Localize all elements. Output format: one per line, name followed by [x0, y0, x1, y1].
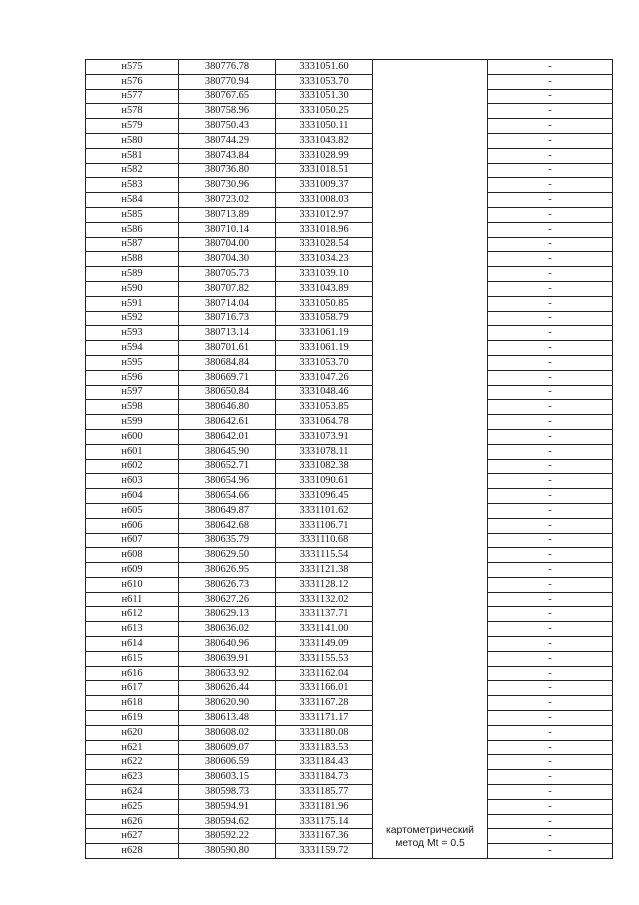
note-cell: -: [488, 503, 613, 518]
note-cell: -: [488, 104, 613, 119]
table-row: [86, 651, 613, 666]
note-cell: -: [488, 755, 613, 770]
x-coordinate-cell: 380776.78: [179, 60, 276, 75]
note-cell: -: [488, 133, 613, 148]
table-row: [86, 429, 613, 444]
x-coordinate-cell: 380704.30: [179, 252, 276, 267]
point-id-cell: н628: [86, 844, 179, 859]
point-id-cell: н605: [86, 503, 179, 518]
table-row: [86, 592, 613, 607]
y-coordinate-cell: 3331053.70: [276, 74, 373, 89]
point-id-cell: н594: [86, 341, 179, 356]
note-cell: -: [488, 60, 613, 75]
table-row: [86, 400, 613, 415]
x-coordinate-cell: 380730.96: [179, 178, 276, 193]
y-coordinate-cell: 3331028.99: [276, 148, 373, 163]
y-coordinate-cell: 3331018.96: [276, 222, 373, 237]
point-id-cell: н597: [86, 385, 179, 400]
y-coordinate-cell: 3331101.62: [276, 503, 373, 518]
x-coordinate-cell: 380710.14: [179, 222, 276, 237]
point-id-cell: н577: [86, 89, 179, 104]
point-id-cell: н618: [86, 696, 179, 711]
table-row: [86, 503, 613, 518]
table-row: [86, 577, 613, 592]
note-cell: -: [488, 370, 613, 385]
x-coordinate-cell: 380645.90: [179, 444, 276, 459]
x-coordinate-cell: 380684.84: [179, 355, 276, 370]
point-id-cell: н595: [86, 355, 179, 370]
y-coordinate-cell: 3331050.85: [276, 296, 373, 311]
y-coordinate-cell: 3331155.53: [276, 651, 373, 666]
table-row: [86, 133, 613, 148]
note-cell: -: [488, 814, 613, 829]
y-coordinate-cell: 3331166.01: [276, 681, 373, 696]
x-coordinate-cell: 380713.14: [179, 326, 276, 341]
y-coordinate-cell: 3331061.19: [276, 341, 373, 356]
table-row: [86, 548, 613, 563]
point-id-cell: н619: [86, 711, 179, 726]
table-row: [86, 829, 613, 844]
note-cell: -: [488, 459, 613, 474]
note-cell: -: [488, 799, 613, 814]
table-row: [86, 696, 613, 711]
x-coordinate-cell: 380642.61: [179, 415, 276, 430]
point-id-cell: н591: [86, 296, 179, 311]
note-cell: -: [488, 415, 613, 430]
table-row: [86, 326, 613, 341]
x-coordinate-cell: 380716.73: [179, 311, 276, 326]
x-coordinate-cell: 380594.62: [179, 814, 276, 829]
note-cell: -: [488, 148, 613, 163]
x-coordinate-cell: 380620.90: [179, 696, 276, 711]
note-cell: -: [488, 563, 613, 578]
note-cell: -: [488, 237, 613, 252]
y-coordinate-cell: 3331181.96: [276, 799, 373, 814]
table-row: [86, 252, 613, 267]
note-cell: -: [488, 267, 613, 282]
note-cell: -: [488, 666, 613, 681]
table-row: [86, 341, 613, 356]
y-coordinate-cell: 3331167.36: [276, 829, 373, 844]
y-coordinate-cell: 3331050.11: [276, 119, 373, 134]
x-coordinate-cell: 380767.65: [179, 89, 276, 104]
table-row: [86, 60, 613, 75]
y-coordinate-cell: 3331175.14: [276, 814, 373, 829]
table-row: [86, 622, 613, 637]
note-cell: -: [488, 385, 613, 400]
point-id-cell: н600: [86, 429, 179, 444]
point-id-cell: н614: [86, 637, 179, 652]
x-coordinate-cell: 380736.80: [179, 163, 276, 178]
x-coordinate-cell: 380758.96: [179, 104, 276, 119]
note-cell: -: [488, 296, 613, 311]
point-id-cell: н617: [86, 681, 179, 696]
point-id-cell: н602: [86, 459, 179, 474]
table-row: [86, 785, 613, 800]
note-cell: -: [488, 341, 613, 356]
y-coordinate-cell: 3331184.73: [276, 770, 373, 785]
note-cell: -: [488, 577, 613, 592]
note-cell: -: [488, 444, 613, 459]
y-coordinate-cell: 3331121.38: [276, 563, 373, 578]
method-label: картометрический: [386, 825, 474, 837]
y-coordinate-cell: 3331061.19: [276, 326, 373, 341]
x-coordinate-cell: 380603.15: [179, 770, 276, 785]
note-cell: -: [488, 311, 613, 326]
note-cell: -: [488, 429, 613, 444]
x-coordinate-cell: 380633.92: [179, 666, 276, 681]
x-coordinate-cell: 380635.79: [179, 533, 276, 548]
x-coordinate-cell: 380608.02: [179, 725, 276, 740]
point-id-cell: н575: [86, 60, 179, 75]
table-row: [86, 770, 613, 785]
y-coordinate-cell: 3331034.23: [276, 252, 373, 267]
point-id-cell: н590: [86, 281, 179, 296]
note-cell: -: [488, 89, 613, 104]
table-row: [86, 237, 613, 252]
x-coordinate-cell: 380723.02: [179, 193, 276, 208]
y-coordinate-cell: 3331110.68: [276, 533, 373, 548]
note-cell: -: [488, 785, 613, 800]
note-cell: -: [488, 829, 613, 844]
note-cell: -: [488, 489, 613, 504]
table-row: [86, 444, 613, 459]
table-row: [86, 607, 613, 622]
x-coordinate-cell: 380750.43: [179, 119, 276, 134]
point-id-cell: н596: [86, 370, 179, 385]
y-coordinate-cell: 3331039.10: [276, 267, 373, 282]
y-coordinate-cell: 3331185.77: [276, 785, 373, 800]
point-id-cell: н589: [86, 267, 179, 282]
point-id-cell: н583: [86, 178, 179, 193]
y-coordinate-cell: 3331128.12: [276, 577, 373, 592]
point-id-cell: н578: [86, 104, 179, 119]
point-id-cell: н586: [86, 222, 179, 237]
table-row: [86, 814, 613, 829]
note-cell: -: [488, 74, 613, 89]
y-coordinate-cell: 3331149.09: [276, 637, 373, 652]
x-coordinate-cell: 380652.71: [179, 459, 276, 474]
note-cell: -: [488, 163, 613, 178]
x-coordinate-cell: 380707.82: [179, 281, 276, 296]
point-id-cell: н613: [86, 622, 179, 637]
point-id-cell: н624: [86, 785, 179, 800]
y-coordinate-cell: 3331053.70: [276, 355, 373, 370]
point-id-cell: н627: [86, 829, 179, 844]
table-row: [86, 637, 613, 652]
point-id-cell: н601: [86, 444, 179, 459]
coordinates-table: [85, 59, 613, 859]
y-coordinate-cell: 3331043.89: [276, 281, 373, 296]
y-coordinate-cell: 3331159.72: [276, 844, 373, 859]
note-cell: -: [488, 326, 613, 341]
point-id-cell: н580: [86, 133, 179, 148]
x-coordinate-cell: 380714.04: [179, 296, 276, 311]
table-row: [86, 459, 613, 474]
table-row: [86, 681, 613, 696]
table-row: [86, 281, 613, 296]
y-coordinate-cell: 3331106.71: [276, 518, 373, 533]
note-cell: -: [488, 222, 613, 237]
point-id-cell: н616: [86, 666, 179, 681]
note-cell: -: [488, 355, 613, 370]
table-row: [86, 740, 613, 755]
y-coordinate-cell: 3331137.71: [276, 607, 373, 622]
x-coordinate-cell: 380713.89: [179, 207, 276, 222]
note-cell: -: [488, 770, 613, 785]
note-cell: -: [488, 592, 613, 607]
table-row: [86, 533, 613, 548]
x-coordinate-cell: 380743.84: [179, 148, 276, 163]
point-id-cell: н622: [86, 755, 179, 770]
note-cell: -: [488, 622, 613, 637]
y-coordinate-cell: 3331183.53: [276, 740, 373, 755]
point-id-cell: н608: [86, 548, 179, 563]
note-cell: -: [488, 696, 613, 711]
note-cell: -: [488, 518, 613, 533]
y-coordinate-cell: 3331053.85: [276, 400, 373, 415]
table-row: [86, 74, 613, 89]
x-coordinate-cell: 380770.94: [179, 74, 276, 89]
note-cell: -: [488, 844, 613, 859]
y-coordinate-cell: 3331082.38: [276, 459, 373, 474]
table-row: [86, 415, 613, 430]
table-row: [86, 178, 613, 193]
table-row: [86, 104, 613, 119]
note-cell: -: [488, 740, 613, 755]
x-coordinate-cell: 380629.13: [179, 607, 276, 622]
point-id-cell: н607: [86, 533, 179, 548]
x-coordinate-cell: 380639.91: [179, 651, 276, 666]
table-row: [86, 711, 613, 726]
table-row: [86, 222, 613, 237]
point-id-cell: н603: [86, 474, 179, 489]
x-coordinate-cell: 380642.01: [179, 429, 276, 444]
point-id-cell: н576: [86, 74, 179, 89]
x-coordinate-cell: 380592.22: [179, 829, 276, 844]
table-row: [86, 207, 613, 222]
x-coordinate-cell: 380704.00: [179, 237, 276, 252]
x-coordinate-cell: 380649.87: [179, 503, 276, 518]
table-row: [86, 799, 613, 814]
point-id-cell: н581: [86, 148, 179, 163]
y-coordinate-cell: 3331090.61: [276, 474, 373, 489]
point-id-cell: н609: [86, 563, 179, 578]
point-id-cell: н598: [86, 400, 179, 415]
y-coordinate-cell: 3331171.17: [276, 711, 373, 726]
y-coordinate-cell: 3331096.45: [276, 489, 373, 504]
note-cell: -: [488, 607, 613, 622]
y-coordinate-cell: 3331073.91: [276, 429, 373, 444]
point-id-cell: н604: [86, 489, 179, 504]
x-coordinate-cell: 380744.29: [179, 133, 276, 148]
note-cell: -: [488, 681, 613, 696]
y-coordinate-cell: 3331064.78: [276, 415, 373, 430]
note-cell: -: [488, 725, 613, 740]
y-coordinate-cell: 3331018.51: [276, 163, 373, 178]
x-coordinate-cell: 380609.07: [179, 740, 276, 755]
x-coordinate-cell: 380650.84: [179, 385, 276, 400]
point-id-cell: н626: [86, 814, 179, 829]
y-coordinate-cell: 3331058.79: [276, 311, 373, 326]
x-coordinate-cell: 380626.95: [179, 563, 276, 578]
x-coordinate-cell: 380636.02: [179, 622, 276, 637]
method-cell: [373, 60, 488, 859]
table-row: [86, 474, 613, 489]
note-cell: -: [488, 400, 613, 415]
table-row: [86, 755, 613, 770]
point-id-cell: н587: [86, 237, 179, 252]
table-row: [86, 193, 613, 208]
x-coordinate-cell: 380654.66: [179, 489, 276, 504]
point-id-cell: н588: [86, 252, 179, 267]
point-id-cell: н584: [86, 193, 179, 208]
point-id-cell: н611: [86, 592, 179, 607]
table-row: [86, 385, 613, 400]
y-coordinate-cell: 3331167.28: [276, 696, 373, 711]
y-coordinate-cell: 3331051.30: [276, 89, 373, 104]
y-coordinate-cell: 3331184.43: [276, 755, 373, 770]
note-cell: -: [488, 711, 613, 726]
y-coordinate-cell: 3331043.82: [276, 133, 373, 148]
note-cell: -: [488, 474, 613, 489]
table-row: [86, 296, 613, 311]
note-cell: -: [488, 651, 613, 666]
y-coordinate-cell: 3331051.60: [276, 60, 373, 75]
y-coordinate-cell: 3331180.08: [276, 725, 373, 740]
x-coordinate-cell: 380701.61: [179, 341, 276, 356]
table-row: [86, 119, 613, 134]
note-cell: -: [488, 533, 613, 548]
x-coordinate-cell: 380606.59: [179, 755, 276, 770]
table-row: [86, 666, 613, 681]
point-id-cell: н615: [86, 651, 179, 666]
x-coordinate-cell: 380590.80: [179, 844, 276, 859]
y-coordinate-cell: 3331162.04: [276, 666, 373, 681]
x-coordinate-cell: 380705.73: [179, 267, 276, 282]
table-row: [86, 563, 613, 578]
point-id-cell: н612: [86, 607, 179, 622]
point-id-cell: н610: [86, 577, 179, 592]
note-cell: -: [488, 637, 613, 652]
point-id-cell: н599: [86, 415, 179, 430]
x-coordinate-cell: 380626.73: [179, 577, 276, 592]
table-row: [86, 489, 613, 504]
x-coordinate-cell: 380646.80: [179, 400, 276, 415]
y-coordinate-cell: 3331115.54: [276, 548, 373, 563]
point-id-cell: н585: [86, 207, 179, 222]
accuracy-label: метод Mt = 0.5: [395, 838, 465, 850]
coordinates-table-body: [86, 60, 613, 859]
x-coordinate-cell: 380642.68: [179, 518, 276, 533]
point-id-cell: н621: [86, 740, 179, 755]
note-cell: -: [488, 178, 613, 193]
y-coordinate-cell: 3331028.54: [276, 237, 373, 252]
point-id-cell: н579: [86, 119, 179, 134]
point-id-cell: н623: [86, 770, 179, 785]
y-coordinate-cell: 3331132.02: [276, 592, 373, 607]
x-coordinate-cell: 380640.96: [179, 637, 276, 652]
x-coordinate-cell: 380598.73: [179, 785, 276, 800]
y-coordinate-cell: 3331047.26: [276, 370, 373, 385]
note-cell: -: [488, 252, 613, 267]
point-id-cell: н620: [86, 725, 179, 740]
note-cell: -: [488, 193, 613, 208]
note-cell: -: [488, 119, 613, 134]
x-coordinate-cell: 380594.91: [179, 799, 276, 814]
x-coordinate-cell: 380629.50: [179, 548, 276, 563]
y-coordinate-cell: 3331009.37: [276, 178, 373, 193]
x-coordinate-cell: 380626.44: [179, 681, 276, 696]
point-id-cell: н593: [86, 326, 179, 341]
table-row: [86, 267, 613, 282]
point-id-cell: н606: [86, 518, 179, 533]
point-id-cell: н625: [86, 799, 179, 814]
x-coordinate-cell: 380669.71: [179, 370, 276, 385]
table-row: [86, 163, 613, 178]
y-coordinate-cell: 3331008.03: [276, 193, 373, 208]
y-coordinate-cell: 3331048.46: [276, 385, 373, 400]
table-row: [86, 89, 613, 104]
point-id-cell: н582: [86, 163, 179, 178]
y-coordinate-cell: 3331141.00: [276, 622, 373, 637]
table-row: [86, 311, 613, 326]
x-coordinate-cell: 380654.96: [179, 474, 276, 489]
table-row: [86, 148, 613, 163]
table-row: [86, 725, 613, 740]
point-id-cell: н592: [86, 311, 179, 326]
table-row: [86, 518, 613, 533]
x-coordinate-cell: 380613.48: [179, 711, 276, 726]
table-row: [86, 370, 613, 385]
note-cell: -: [488, 548, 613, 563]
note-cell: -: [488, 207, 613, 222]
note-cell: -: [488, 281, 613, 296]
y-coordinate-cell: 3331012.97: [276, 207, 373, 222]
table-row: [86, 355, 613, 370]
y-coordinate-cell: 3331050.25: [276, 104, 373, 119]
x-coordinate-cell: 380627.26: [179, 592, 276, 607]
table-row: [86, 844, 613, 859]
y-coordinate-cell: 3331078.11: [276, 444, 373, 459]
